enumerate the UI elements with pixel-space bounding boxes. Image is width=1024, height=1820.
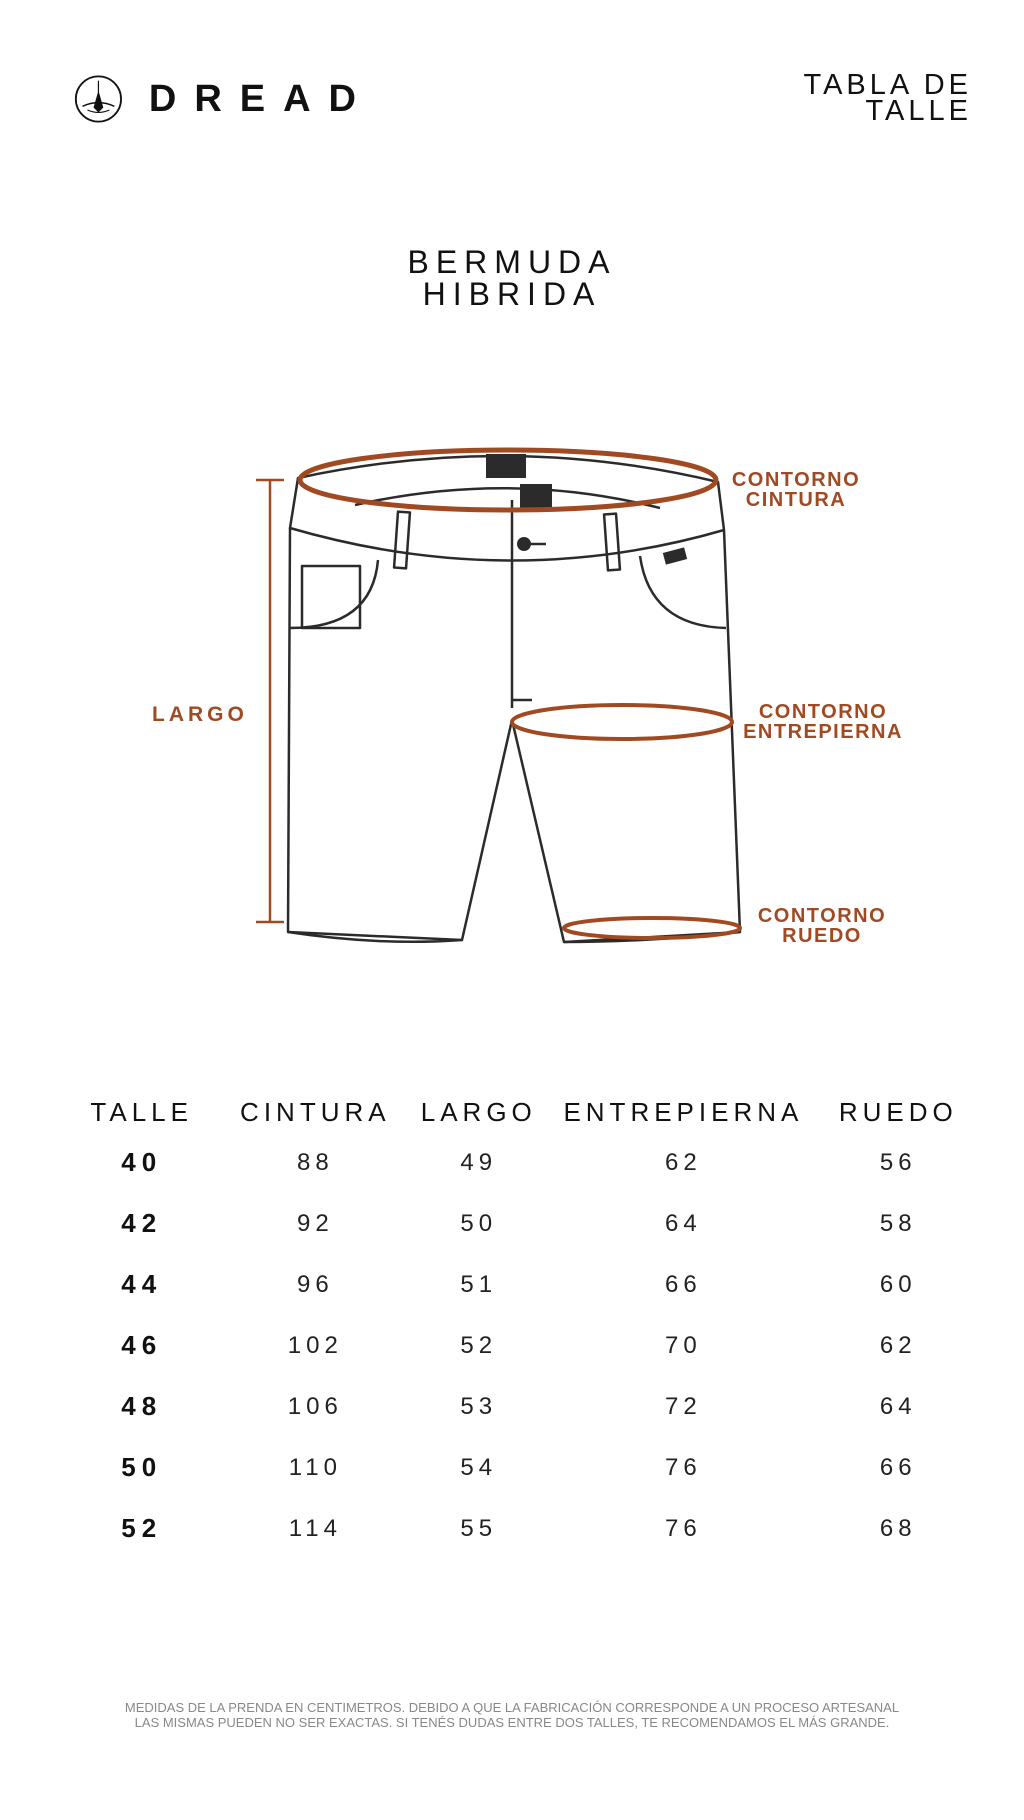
table-row [60,1437,980,1498]
product-title-line2: HIBRIDA [422,276,602,312]
size-label [520,484,552,508]
largo-label: LARGO [152,703,248,726]
product-title-line1: BERMUDA [407,244,617,280]
table-body [60,1132,980,1559]
measurement-cell: 62 [665,1148,702,1176]
size-cell: 42 [121,1208,163,1238]
size-cell: 46 [121,1330,163,1360]
doc-title-line1: TABLA DE [803,69,972,101]
column-header: CINTURA [240,1096,391,1127]
thigh-ellipse [512,705,732,739]
size-cell: 50 [121,1452,163,1482]
measurement-cell: 88 [296,1148,334,1176]
table-row [60,1132,980,1193]
measurement-cell: 96 [296,1270,334,1298]
cintura-label-line1: CONTORNO [731,469,861,491]
measurement-cell: 110 [288,1453,342,1481]
size-cell: 48 [121,1391,163,1421]
ruedo-callout [752,906,892,946]
entrepierna-callout [742,702,904,742]
shorts-outline [288,456,740,942]
measurement-cell: 102 [287,1331,343,1359]
measurement-cell: 60 [879,1270,917,1298]
hem-ellipse [564,918,740,938]
cintura-callout [726,470,866,510]
measurement-cell: 50 [460,1209,498,1237]
measurement-cell: 76 [665,1453,702,1481]
measurement-cell: 106 [287,1392,343,1420]
doc-title-line2: TALLE [865,95,972,127]
size-table [60,1092,980,1559]
column-header: RUEDO [838,1096,958,1127]
column-header: ENTREPIERNA [563,1096,804,1127]
table-row [60,1315,980,1376]
measurement-cell: 64 [665,1209,702,1237]
entrepierna-label-line2: ENTREPIERNA [743,721,903,743]
measurement-cell: 114 [288,1514,342,1542]
ruedo-label-line1: CONTORNO [757,905,887,927]
measurement-cell: 92 [296,1209,334,1237]
size-cell: 40 [121,1147,163,1177]
measurement-cell: 55 [460,1514,498,1542]
table-row [60,1193,980,1254]
measurement-cell: 66 [879,1453,917,1481]
measurement-cell: 54 [460,1453,498,1481]
column-header: TALLE [90,1096,193,1127]
pocket-tag [663,547,687,564]
table-row [60,1498,980,1559]
footnote-line2: LAS MISMAS PUEDEN NO SER EXACTAS. SI TENÉS DUDAS ENTRE DOS TALLES, TE RECOMENDAMOS EL MÁS GRANDE. [134,1715,890,1730]
footnote-line1: MEDIDAS DE LA PRENDA EN CENTIMETROS. DEBIDO A QUE LA FABRICACIÓN CORRESPONDE A UN PROCESO ARTESANAL [124,1700,900,1715]
table-row [60,1254,980,1315]
measurement-cell: 52 [460,1331,498,1359]
measurement-cell: 64 [879,1392,917,1420]
measurement-cell: 62 [879,1331,917,1359]
measurement-cell: 51 [460,1270,498,1298]
measurement-cell: 49 [460,1148,498,1176]
measurement-cell: 68 [879,1514,917,1542]
measurement-cell: 66 [665,1270,702,1298]
column-header: LARGO [420,1096,537,1127]
back-label [486,454,526,478]
cintura-label-line2: CINTURA [745,489,847,511]
ruedo-label-line2: RUEDO [782,925,862,947]
measurement-cell: 76 [665,1514,702,1542]
measurement-markers [256,450,740,938]
table-header-row [60,1092,980,1132]
brand-name: DREAD [148,77,374,120]
size-cell: 44 [121,1269,163,1299]
table-row [60,1376,980,1437]
entrepierna-label-line1: CONTORNO [758,701,888,723]
measurement-cell: 53 [460,1392,498,1420]
measurement-cell: 70 [665,1331,702,1359]
measurement-cell: 58 [879,1209,917,1237]
waist-button [517,537,531,551]
measurement-cell: 72 [665,1392,702,1420]
largo-callout [152,705,248,725]
footnote [0,1700,1024,1730]
size-cell: 52 [121,1513,163,1543]
measurement-cell: 56 [879,1148,917,1176]
